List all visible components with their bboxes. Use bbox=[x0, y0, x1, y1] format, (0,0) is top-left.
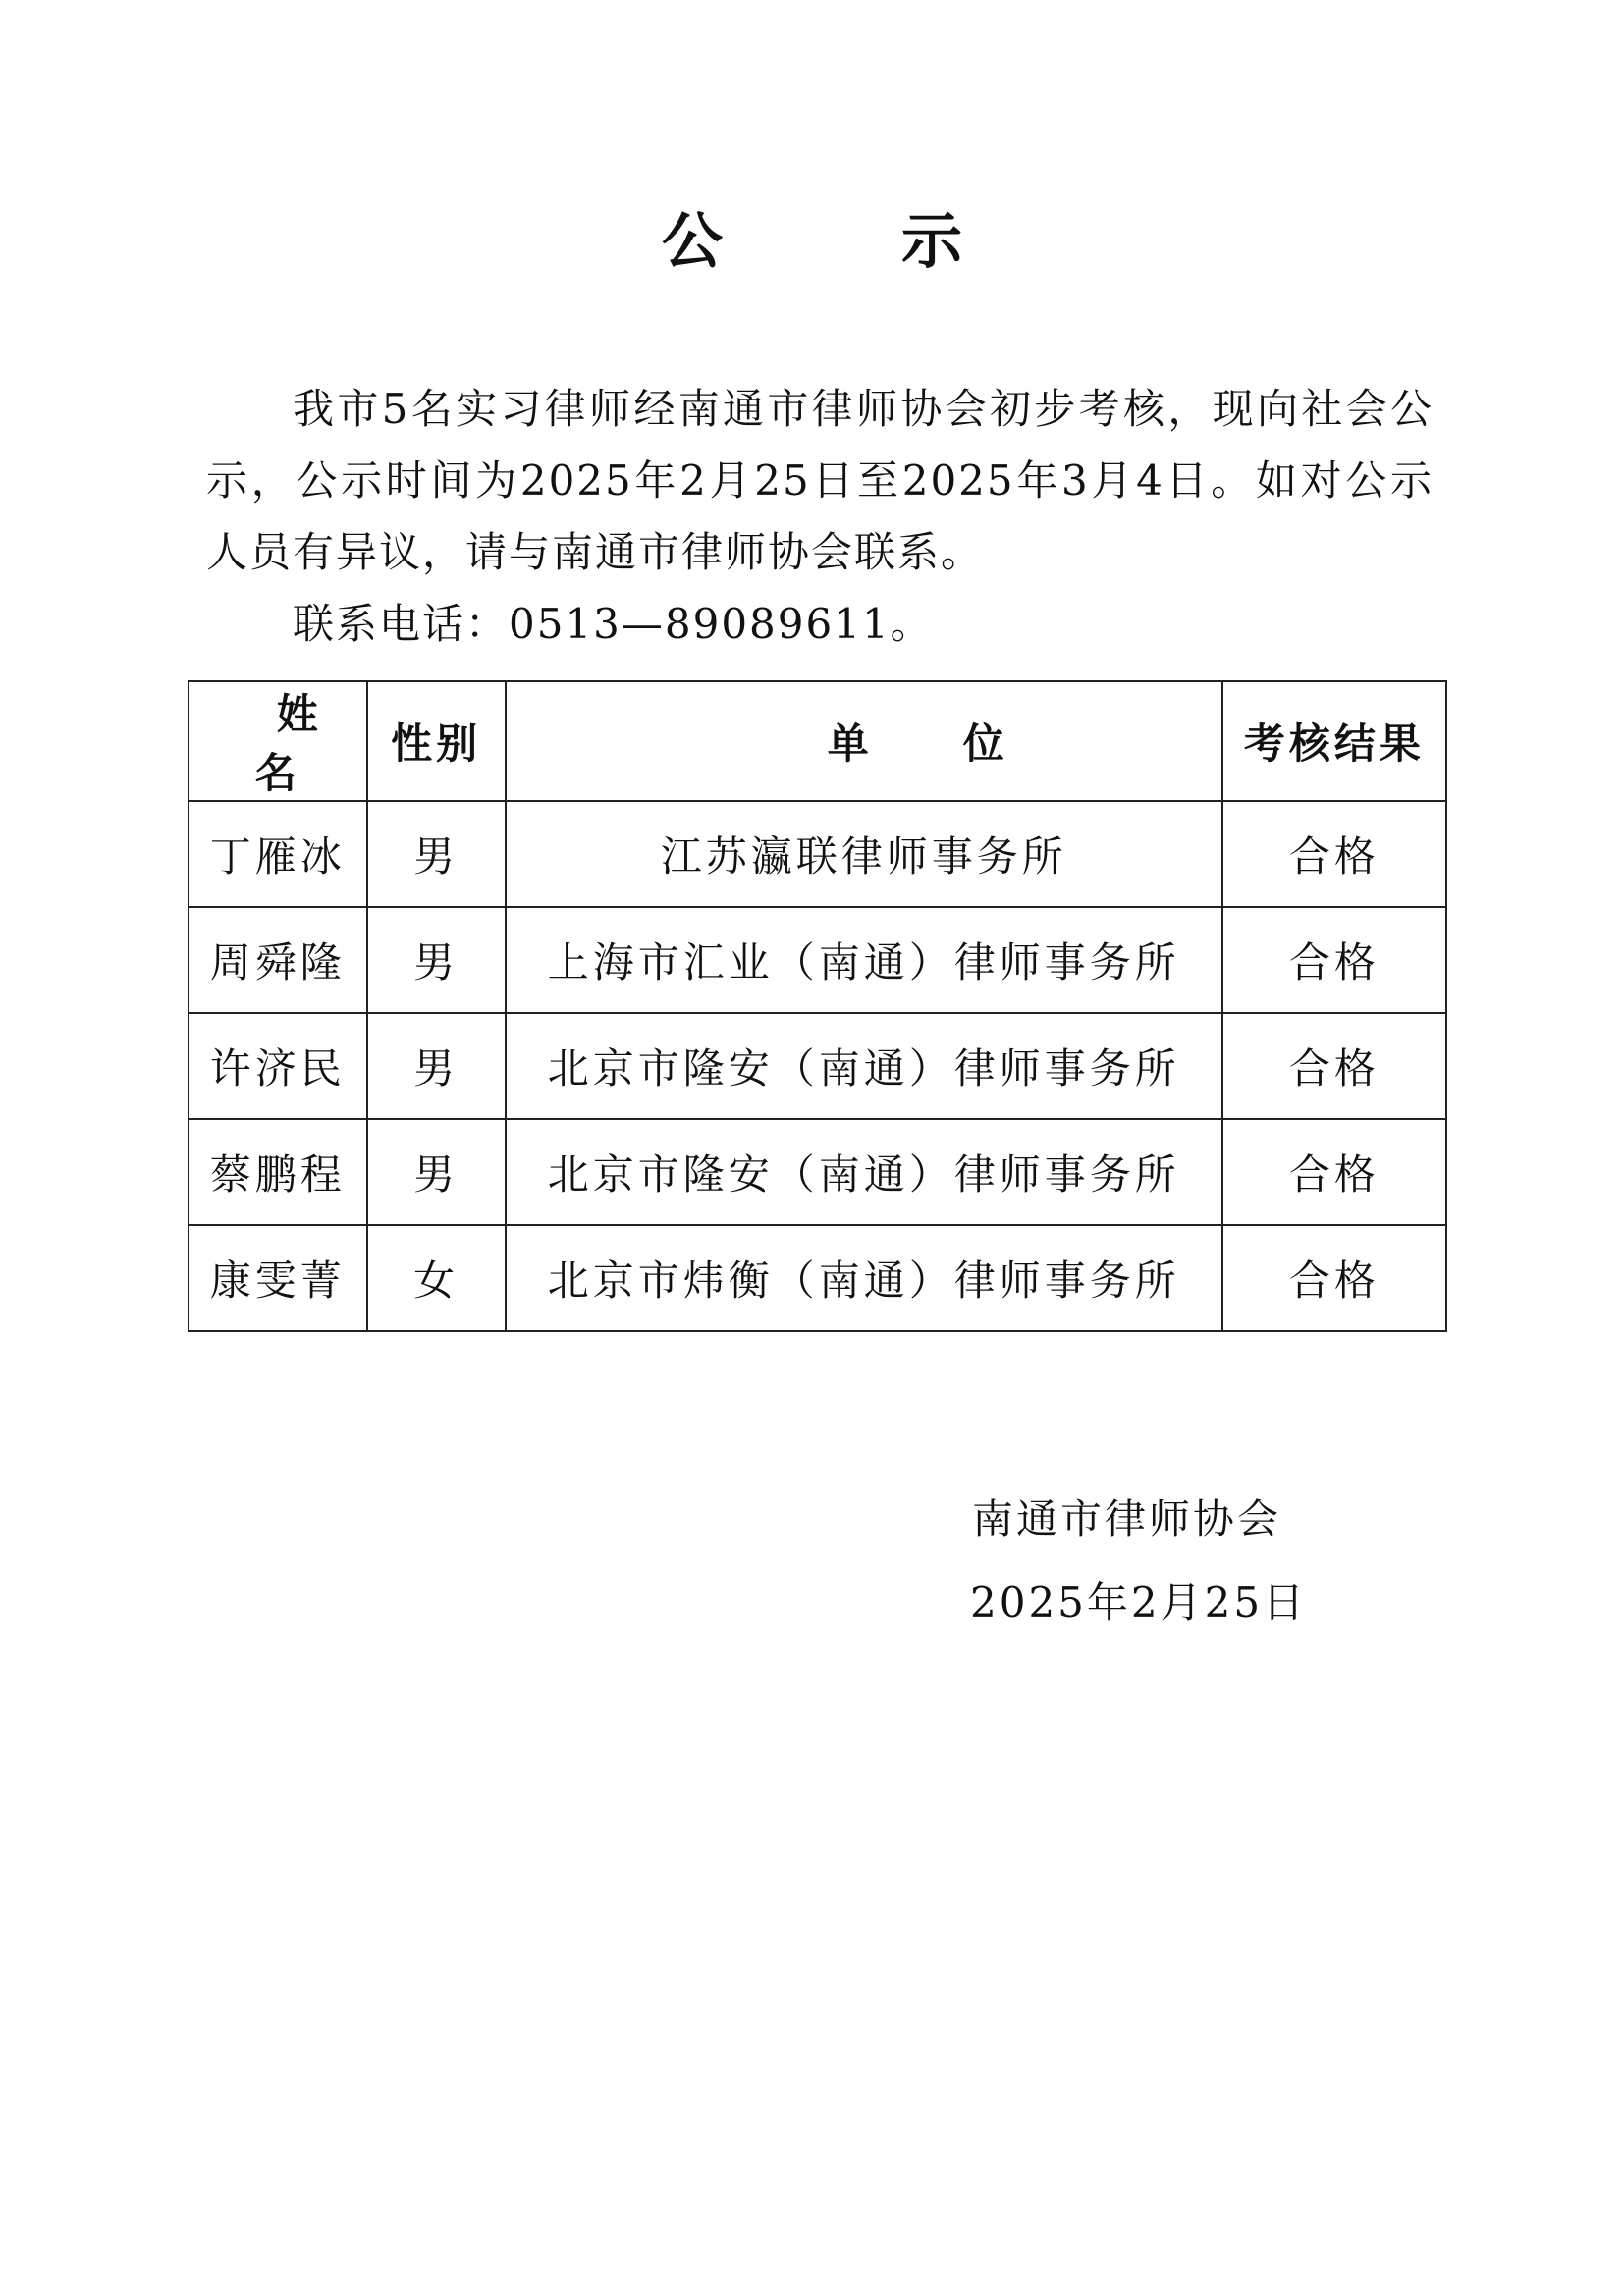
signature-block bbox=[972, 1477, 1307, 1644]
cell-name: 周舜隆 bbox=[189, 907, 367, 1013]
notice-paragraph: 我市5名实习律师经南通市律师协会初步考核，现向社会公示，公示时间为2025年2月25日至2025年3月4日。如对公示人员有异议，请与南通市律师协会联系。 bbox=[206, 385, 1434, 576]
table-row bbox=[189, 907, 1446, 1013]
cell-unit: 北京市炜衡（南通）律师事务所 bbox=[506, 1225, 1222, 1331]
signature-org: 南通市律师协会 bbox=[972, 1495, 1282, 1543]
page-title: 公 示 bbox=[661, 205, 1021, 277]
cell-gender: 女 bbox=[367, 1225, 506, 1331]
cell-unit: 北京市隆安（南通）律师事务所 bbox=[506, 1013, 1222, 1119]
table-row bbox=[189, 1119, 1446, 1225]
cell-name: 蔡鹏程 bbox=[189, 1119, 367, 1225]
header-unit: 单 位 bbox=[506, 681, 1222, 801]
header-result: 考核结果 bbox=[1222, 681, 1446, 801]
signature-date: 2025年2月25日 bbox=[970, 1578, 1308, 1627]
cell-name: 丁雁冰 bbox=[189, 801, 367, 907]
cell-result: 合格 bbox=[1222, 1013, 1446, 1119]
cell-gender: 男 bbox=[367, 801, 506, 907]
cell-result: 合格 bbox=[1222, 1119, 1446, 1225]
cell-result: 合格 bbox=[1222, 907, 1446, 1013]
cell-unit: 北京市隆安（南通）律师事务所 bbox=[506, 1119, 1222, 1225]
table-row bbox=[189, 801, 1446, 907]
table-row bbox=[189, 1225, 1446, 1331]
cell-result: 合格 bbox=[1222, 801, 1446, 907]
cell-unit: 上海市汇业（南通）律师事务所 bbox=[506, 907, 1222, 1013]
table-row bbox=[189, 1013, 1446, 1119]
cell-name: 许济民 bbox=[189, 1013, 367, 1119]
contact-phone: 联系电话：0513—89089611。 bbox=[293, 600, 934, 648]
assessment-table bbox=[188, 680, 1447, 1332]
cell-gender: 男 bbox=[367, 907, 506, 1013]
cell-result: 合格 bbox=[1222, 1225, 1446, 1331]
cell-gender: 男 bbox=[367, 1119, 506, 1225]
cell-unit: 江苏瀛联律师事务所 bbox=[506, 801, 1222, 907]
notice-body bbox=[206, 373, 1434, 660]
cell-gender: 男 bbox=[367, 1013, 506, 1119]
table-header-row bbox=[189, 681, 1446, 801]
header-gender: 性别 bbox=[367, 681, 506, 801]
cell-name: 康雯菁 bbox=[189, 1225, 367, 1331]
header-name: 姓 名 bbox=[189, 681, 367, 801]
